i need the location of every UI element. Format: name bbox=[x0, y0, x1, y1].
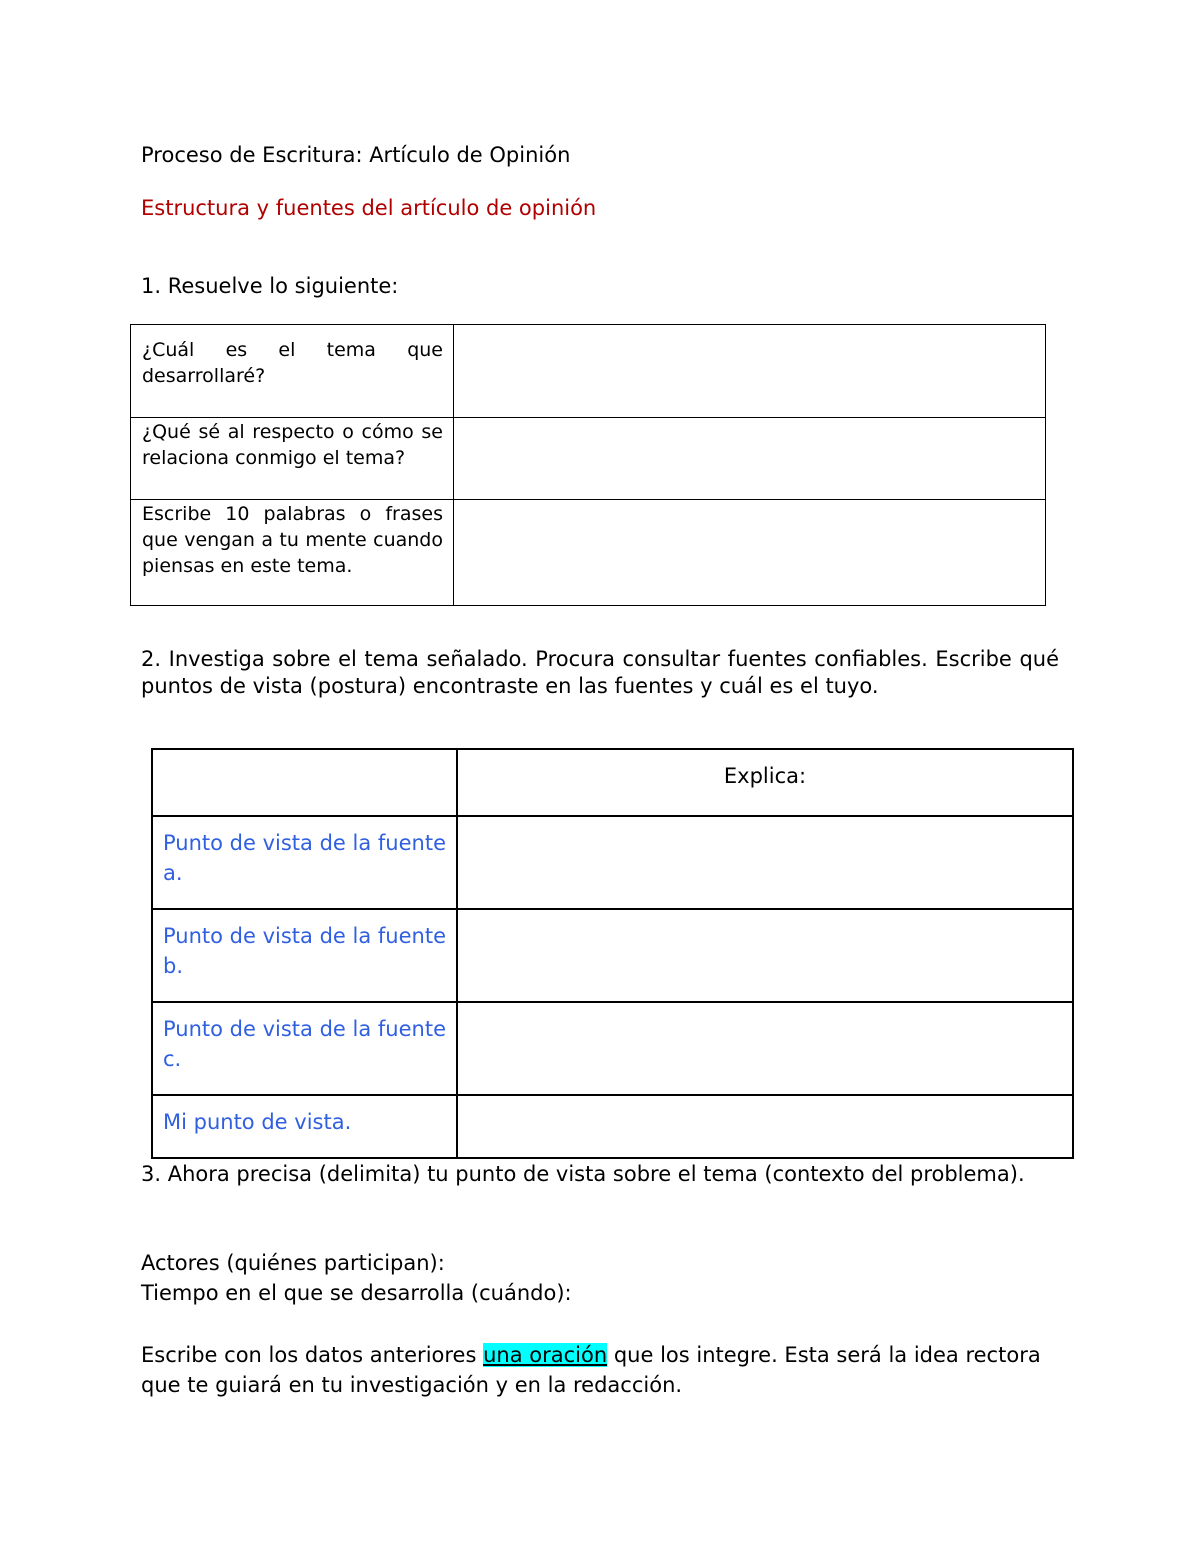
table-header-row bbox=[152, 749, 1073, 816]
time-prompt: Tiempo en el que se desarrolla (cuándo): bbox=[141, 1281, 572, 1305]
table-row bbox=[131, 325, 1046, 418]
knowledge-question-label: ¿Qué sé al respecto o cómo se relaciona conmigo el tema? bbox=[131, 418, 454, 500]
section-subtitle: Estructura y fuentes del artículo de opinión bbox=[141, 196, 597, 220]
source-a-label: Punto de vista de la fuente a. bbox=[152, 816, 457, 909]
topic-question-label: ¿Cuál es el tema que desarrollaré? bbox=[131, 325, 454, 418]
source-c-label: Punto de vista de la fuente c. bbox=[152, 1002, 457, 1095]
table-row bbox=[152, 909, 1073, 1002]
source-b-answer-cell[interactable] bbox=[457, 909, 1073, 1002]
table-row bbox=[131, 418, 1046, 500]
words-question-label: Escribe 10 palabras o frases que vengan a tu mente cuando piensas en este tema. bbox=[131, 500, 454, 606]
words-answer-cell[interactable] bbox=[454, 500, 1046, 606]
actors-prompt: Actores (quiénes participan): bbox=[141, 1251, 445, 1275]
my-viewpoint-answer-cell[interactable] bbox=[457, 1095, 1073, 1158]
table-row bbox=[152, 816, 1073, 909]
final-instruction bbox=[141, 1340, 1041, 1400]
explica-header: Explica: bbox=[457, 749, 1073, 816]
question-2-text: 2. Investiga sobre el tema señalado. Procura consultar fuentes confiables. Escribe qué puntos de vista (postura) encontraste en las fuentes y cuál es el tuyo. bbox=[141, 647, 1059, 698]
table-row bbox=[152, 1002, 1073, 1095]
question-1-heading: 1. Resuelve lo siguiente: bbox=[141, 274, 399, 298]
source-c-answer-cell[interactable] bbox=[457, 1002, 1073, 1095]
instruction-text-before: Escribe con los datos anteriores bbox=[141, 1343, 484, 1367]
table-row bbox=[131, 500, 1046, 606]
highlighted-phrase: una oración bbox=[483, 1343, 608, 1367]
document-title: Proceso de Escritura: Artículo de Opinión bbox=[141, 143, 571, 167]
instruction-text-after: que los integre. Esta será la idea rectora que te guiará en tu investigación y en la redacción. bbox=[141, 1343, 1041, 1397]
topic-answer-cell[interactable] bbox=[454, 325, 1046, 418]
my-viewpoint-label: Mi punto de vista. bbox=[152, 1095, 457, 1158]
topic-table bbox=[130, 324, 1046, 606]
knowledge-answer-cell[interactable] bbox=[454, 418, 1046, 500]
empty-header-cell bbox=[152, 749, 457, 816]
source-a-answer-cell[interactable] bbox=[457, 816, 1073, 909]
source-b-label: Punto de vista de la fuente b. bbox=[152, 909, 457, 1002]
viewpoints-table bbox=[151, 748, 1074, 1159]
table-row bbox=[152, 1095, 1073, 1158]
question-3-text: 3. Ahora precisa (delimita) tu punto de vista sobre el tema (contexto del problema). bbox=[141, 1162, 1025, 1186]
